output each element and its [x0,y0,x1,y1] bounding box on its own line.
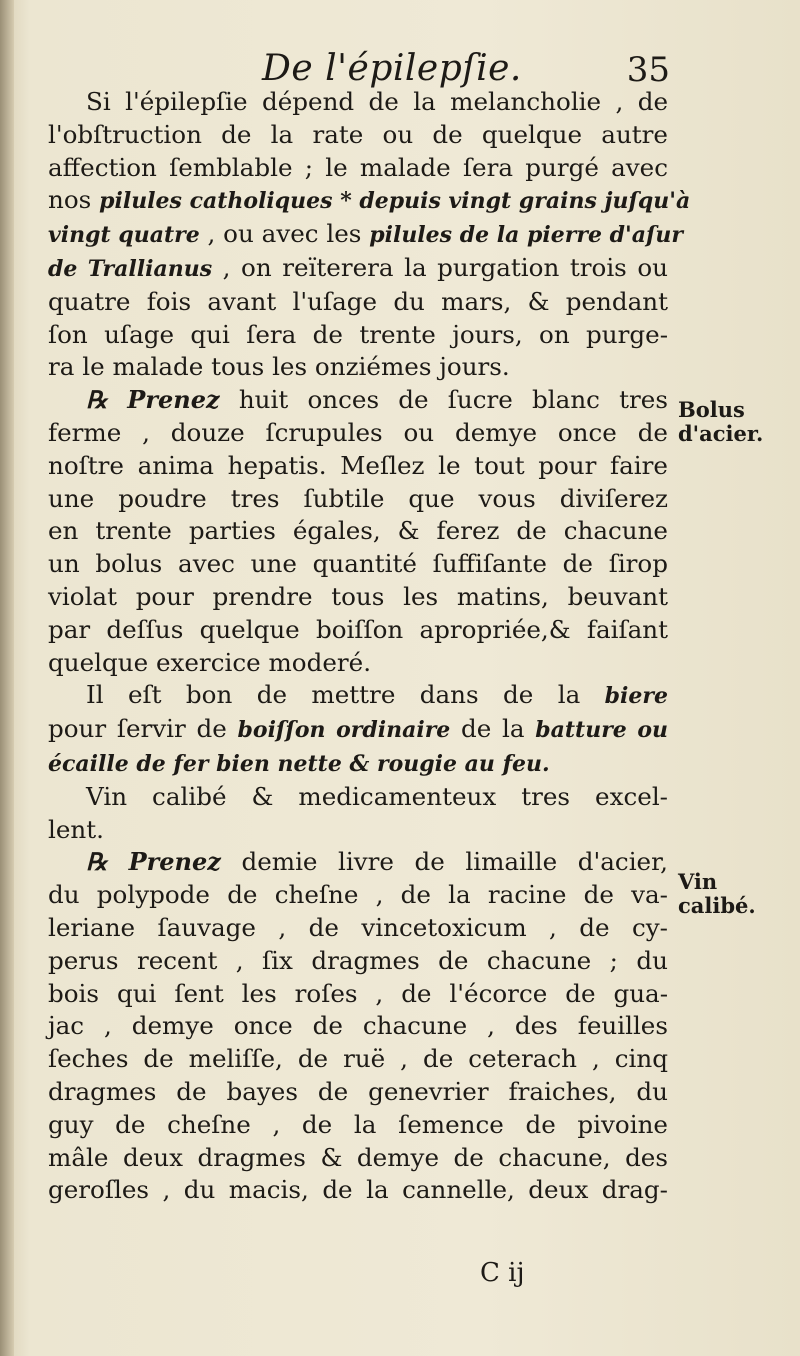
catchword: C ij [480,1258,525,1288]
text-line: pour ſervir de boiſſon ordinaire de la batture ou [48,714,669,744]
running-head: De l'épilepſie. [262,48,522,89]
italic-text: de Trallianus [48,255,213,282]
recipe-mark: ℞ Prenez [86,847,221,877]
text-line: violat pour prendre tous les matins, beuvant [48,581,668,611]
italic-text: vingt quatre [48,222,200,249]
text-line: quelque exercice moderé. [48,647,372,677]
text-line: dragmes de bayes de genevrier fraiches, du [48,1076,668,1106]
text-line: lent. [48,814,104,844]
text-line: perus recent , ſix dragmes de chacune ; du [48,945,668,975]
text-line: geroſles , du macis, de la cannelle, deux drag- [48,1175,668,1205]
italic-text: écaille de fer bien nette & rougie au feu. [48,750,550,777]
recipe-mark: ℞ Prenez [86,385,220,415]
text-line: quatre fois avant l'uſage du mars, & pendant [48,286,668,316]
text-line: noſtre anima hepatis. Meſlez le tout pour faire [48,450,668,480]
text-line: ra le malade tous les onziémes jours. [48,352,510,382]
text-line: de Trallianus , on reïterera la purgation trois ou [48,252,668,282]
body-text [48,86,691,1207]
text-line: nos pilules catholiques * depuis vingt grains juſqu'à [48,185,691,215]
text-line: en trente parties égales, & ferez de chacune [48,516,668,546]
text-line: ℞ Prenez demie livre de limaille d'acier, [86,847,668,877]
italic-text: pilules catholiques * depuis vingt grains juſqu'à [99,188,691,215]
text-line: leriane ſauvage , de vincetoxicum , de cy- [48,912,668,942]
margin-note-bolus: Bolus d'acier. [678,397,764,446]
text-line: ℞ Prenez huit onces de ſucre blanc tres [86,385,668,415]
text-line: par deſſus quelque boiſſon apropriée,& faiſant [48,614,668,644]
italic-text: batture ou [535,717,669,744]
text-line: bois qui ſent les roſes , de l'écorce de gua- [48,978,668,1008]
text-line [48,747,668,781]
text-line: guy de cheſne , de la ſemence de pivoine [48,1109,668,1139]
italic-text: pilules de la pierre d'aſur [369,222,684,249]
italic-text: boiſſon ordinaire [237,717,451,744]
text-line: un bolus avec une quantité ſuffiſante de ſirop [48,549,668,579]
text-line: l'obſtruction de la rate ou de quelque autre [48,119,668,149]
text-line: mâle deux dragmes & demye de chacune, des [48,1142,668,1172]
text-line: Si l'épilepſie dépend de la melancholie , de [86,87,668,116]
text-line: ſeches de meliſſe, de ruë , de ceterach , cinq [48,1044,668,1074]
text-line: vingt quatre , ou avec les pilules de la pierre d'aſur [48,219,684,249]
text-line: Il eſt bon de mettre dans de la biere [86,680,668,710]
italic-text: biere [604,683,668,710]
margin-note-vin: Vin calibé. [678,869,756,918]
text-line: affection ſemblable ; le malade ſera purgé avec [48,152,668,182]
text-line: jac , demye once de chacune , des feuilles [48,1011,668,1041]
text-line: ferme , douze ſcrupules ou demye once de [48,417,668,447]
text-line: ſon uſage qui ſera de trente jours, on purge- [48,319,668,349]
text-line: Vin calibé & medicamenteux tres excel- [86,781,668,811]
text-line: du polypode de cheſne , de la racine de va- [48,880,668,910]
page-number: 35 [626,50,670,90]
text-line: une poudre tres ſubtile que vous diviſerez [48,483,668,513]
